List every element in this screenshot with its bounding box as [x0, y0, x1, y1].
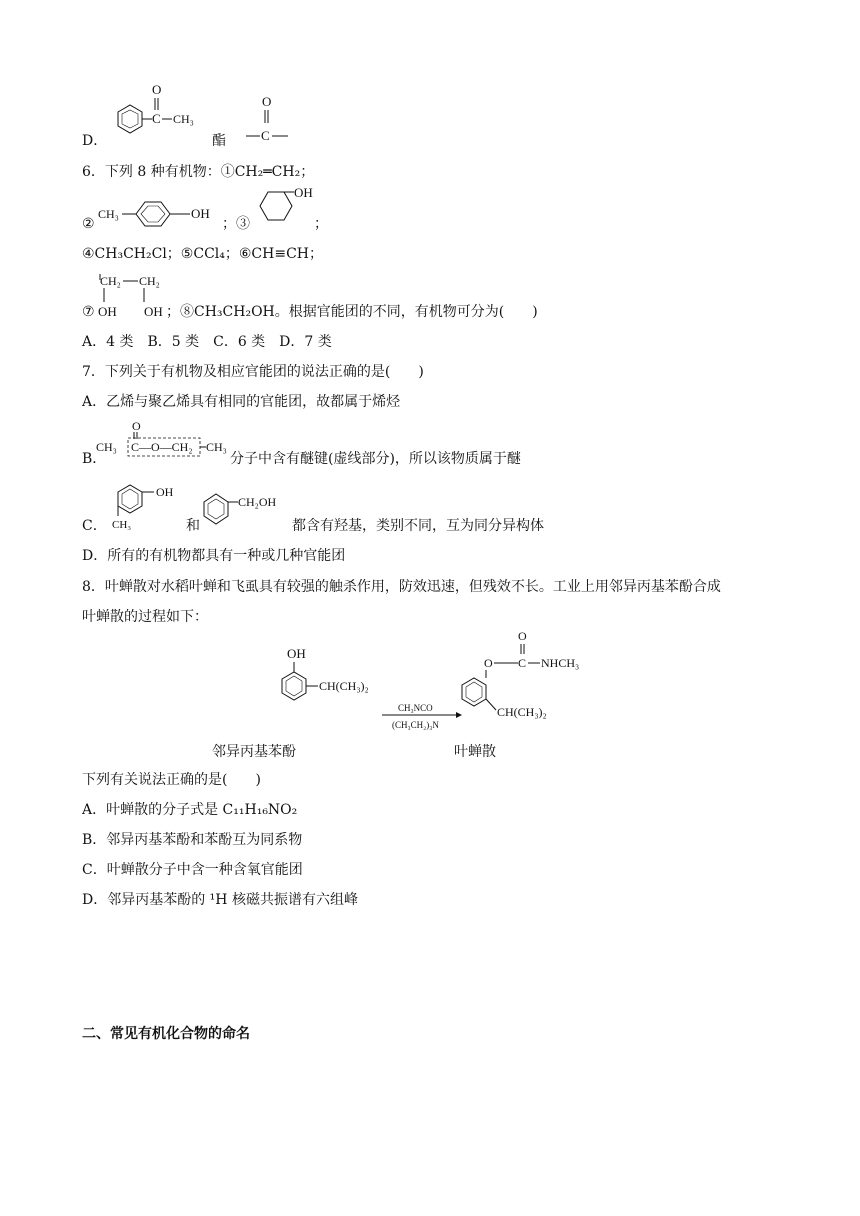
q7-option-d: D．所有的有机物都具有一种或几种官能团	[82, 548, 346, 564]
reagent-bottom: (CH₃CH₂)₃N	[392, 720, 439, 730]
ester-b-mid: C—O—CH₂	[131, 440, 193, 454]
acetophenone-structure	[104, 80, 204, 150]
q7-option-a: A．乙烯与聚乙烯具有相同的官能团，故都属于烯烃	[82, 394, 401, 410]
q8-stem-line1: 8．叶蝉散对水稻叶蝉和飞虱具有较强的触杀作用，防效迅速，但残效不长。工业上用邻异丙基苯酚合成	[82, 579, 721, 595]
q6-line3: ④CH₃CH₂Cl；⑤CCl₄；⑥CH≡CH；	[82, 246, 323, 262]
glycol-oh-right: OH	[144, 304, 163, 319]
reactant-isopropyl-label: CH(CH₃)₂	[319, 679, 369, 693]
q7-stem: 7．下列关于有机物及相应官能团的说法正确的是( )	[82, 364, 424, 380]
q8-option-b: B．邻异丙基苯酚和苯酚互为同系物	[82, 832, 303, 848]
q7-option-b-text: 分子中含有醚键(虚线部分)，所以该物质属于醚	[230, 451, 521, 467]
q7-option-c-label: C．	[82, 518, 107, 534]
ester-label: 酯	[212, 133, 226, 149]
benzyl-alcohol-structure	[200, 484, 300, 532]
svg-text:O: O	[484, 656, 493, 670]
benzyl-ch2oh-label: CH₂OH	[238, 495, 277, 509]
q8-question: 下列有关说法正确的是( )	[82, 772, 261, 788]
reactant-oh-label: OH	[287, 646, 306, 661]
q7-option-c-text: 都含有羟基，类别不同，互为同分异构体	[292, 518, 544, 534]
q6-item3-end: ；	[314, 216, 328, 232]
reaction-arrow	[378, 700, 462, 734]
svg-text:C: C	[518, 656, 527, 670]
m-cresol-oh-label: OH	[156, 485, 174, 499]
p-cresol-structure	[96, 196, 228, 230]
q8-option-a: A．叶蝉散的分子式是 C₁₁H₁₆NO₂	[82, 802, 298, 818]
m-cresol-structure	[104, 478, 194, 532]
q7-option-b-label: B．	[82, 451, 107, 467]
q8-option-c: C．叶蝉散分子中含一种含氧官能团	[82, 862, 303, 878]
ester-b-right-ch3: CH₃	[206, 440, 227, 454]
q8-stem-line2: 叶蝉散的过程如下：	[82, 609, 208, 625]
reagent-top: CH₃NCO	[398, 703, 433, 713]
o-isopropylphenol-structure	[262, 640, 392, 730]
ester-b-o-label: O	[132, 420, 141, 433]
ester-group-structure	[244, 92, 294, 150]
glycol-ch2-right: CH₂	[139, 274, 160, 288]
product-name: 叶蝉散	[454, 744, 496, 760]
ester-b-left-ch3: CH₃	[96, 440, 117, 454]
glycol-oh-left: OH	[98, 304, 117, 319]
ethylene-glycol-structure	[96, 268, 176, 322]
carbonyl-o-label: O	[152, 82, 162, 97]
ester-o-label: O	[262, 94, 272, 109]
svg-text:C: C	[152, 111, 161, 126]
q7-option-c-and: 和	[186, 518, 200, 534]
q6-item7-label: ⑦	[82, 304, 95, 320]
product-isopropyl-label: CH(CH₃)₂	[497, 705, 547, 719]
q6-item2-label: ②	[82, 216, 95, 232]
cyclohexanol-oh-label: OH	[294, 185, 313, 200]
methyl-label: CH₃	[173, 112, 194, 126]
q6-stem: 6．下列 8 种有机物：①CH₂═CH₂；	[82, 164, 315, 180]
q6-item3-label: ；③	[222, 216, 250, 232]
m-cresol-ch3-label: CH₃	[112, 519, 132, 531]
q6-line4-tail: ；⑧CH₃CH₂OH。根据官能团的不同，有机物可分为( )	[166, 304, 538, 320]
q5-option-d-label: D．	[82, 133, 108, 149]
product-nhch3-label: NHCH₃	[541, 656, 580, 670]
glycol-ch2-left: CH₂	[100, 274, 121, 288]
q8-option-d: D．邻异丙基苯酚的 ¹H 核磁共振谱有六组峰	[82, 892, 358, 908]
methyl-ester-structure	[96, 420, 232, 464]
cresol-ch3-label: CH₃	[98, 207, 119, 221]
q6-options: A．4 类 B．5 类 C．6 类 D．7 类	[82, 334, 332, 350]
isoprocarb-structure	[452, 626, 602, 726]
reactant-name: 邻异丙基苯酚	[212, 744, 296, 760]
svg-text:C: C	[261, 128, 270, 143]
section2-title: 二、常见有机化合物的命名	[82, 1026, 250, 1042]
cresol-oh-label: OH	[191, 206, 210, 221]
product-carbonyl-o: O	[518, 629, 527, 643]
